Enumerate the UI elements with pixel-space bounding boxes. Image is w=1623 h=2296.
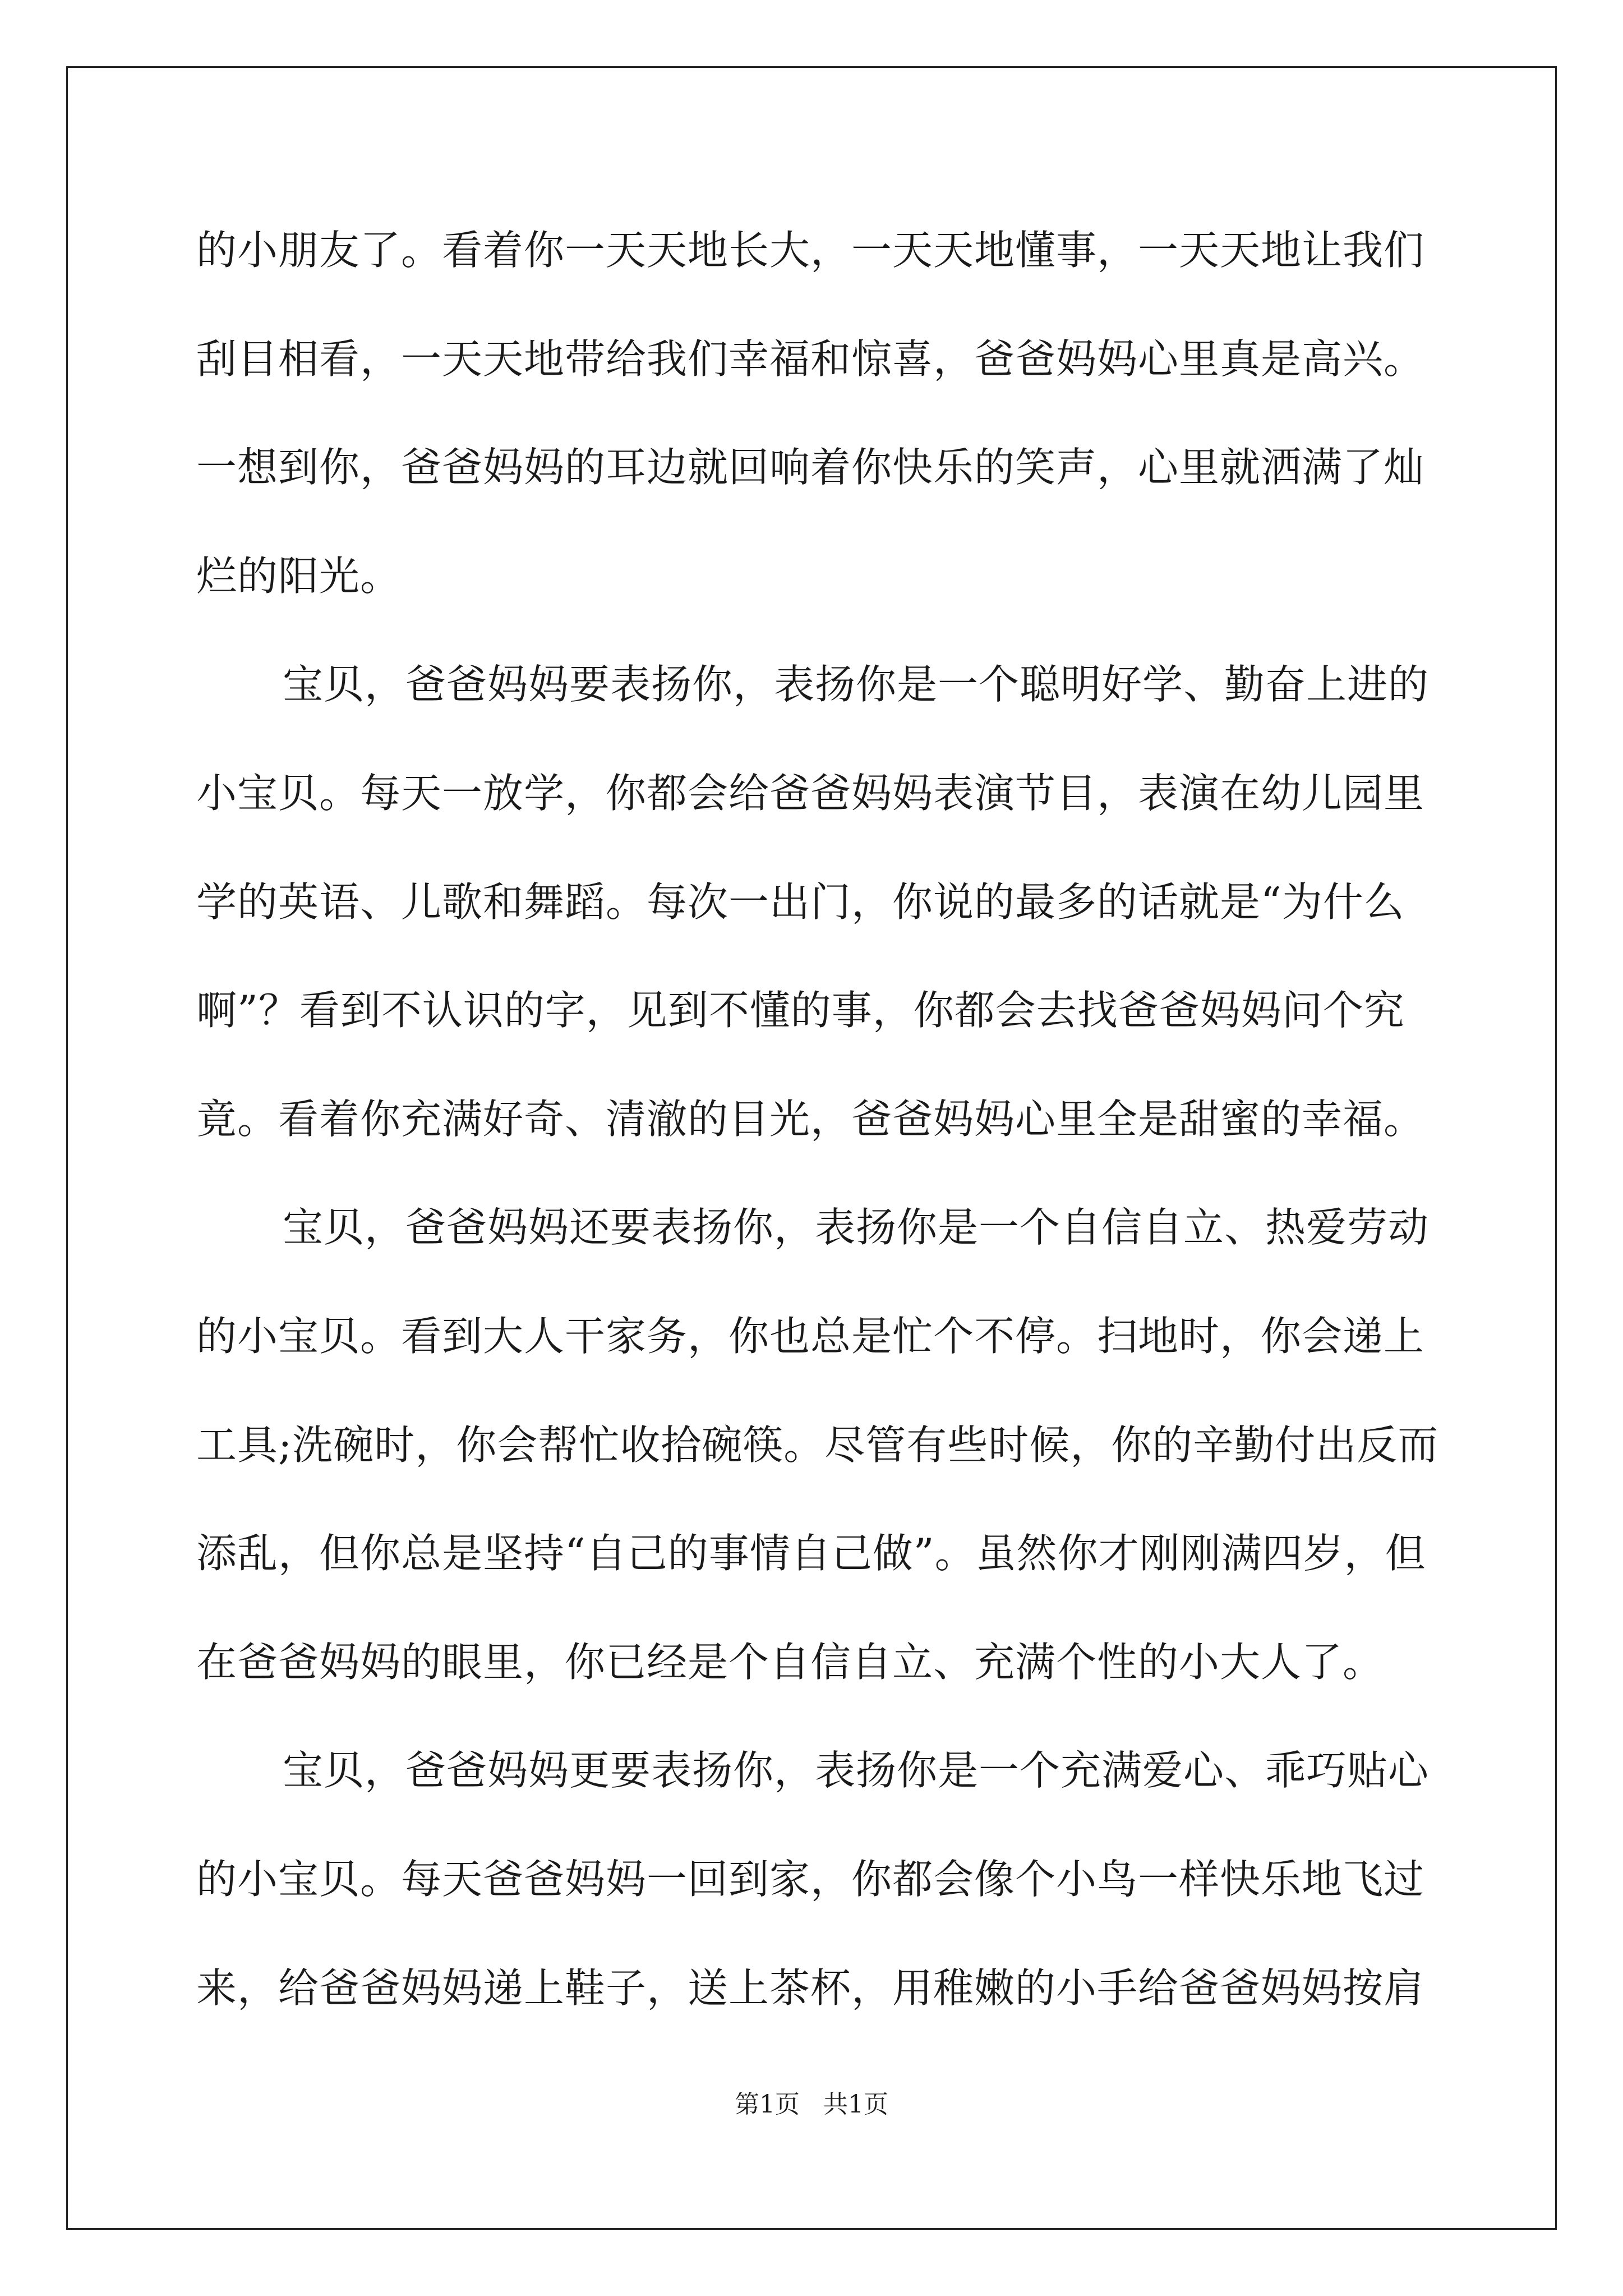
text-line: 小宝贝。每天一放学，你都会给爸爸妈妈表演节目，表演在幼儿园里 bbox=[196, 770, 1425, 817]
text-line: 一想到你，爸爸妈妈的耳边就回响着你快乐的笑声，心里就洒满了灿 bbox=[196, 444, 1425, 491]
page-footer: 第1页 共1页 bbox=[735, 2090, 888, 2119]
text-line: 竟。看着你充满好奇、清澈的目光，爸爸妈妈心里全是甜蜜的幸福。 bbox=[196, 1095, 1425, 1143]
text-line: 啊”？看到不认识的字，见到不懂的事，你都会去找爸爸妈妈问个究 bbox=[196, 987, 1405, 1034]
text-line: 的小宝贝。看到大人干家务，你也总是忙个不停。扫地时，你会递上 bbox=[196, 1313, 1425, 1360]
text-line: 添乱，但你总是坚持“自己的事情自己做”。虽然你才刚刚满四岁，但 bbox=[196, 1530, 1426, 1577]
paragraph-first-line: 宝贝，爸爸妈妈更要表扬你，表扬你是一个充满爱心、乖巧贴心 bbox=[283, 1747, 1430, 1795]
text-line: 工具;洗碗时，你会帮忙收拾碗筷。尽管有些时候，你的辛勤付出反而 bbox=[196, 1421, 1439, 1469]
text-line: 学的英语、儿歌和舞蹈。每次一出门，你说的最多的话就是“为什么 bbox=[196, 878, 1405, 926]
text-line: 的小朋友了。看着你一天天地长大，一天天地懂事，一天天地让我们 bbox=[196, 227, 1425, 274]
paragraph-first-line: 宝贝，爸爸妈妈还要表扬你，表扬你是一个自信自立、热爱劳动 bbox=[283, 1204, 1430, 1251]
text-line: 在爸爸妈妈的眼里，你已经是个自信自立、充满个性的小大人了。 bbox=[196, 1638, 1384, 1686]
text-line: 刮目相看，一天天地带给我们幸福和惊喜，爸爸妈妈心里真是高兴。 bbox=[196, 335, 1425, 383]
text-line: 的小宝贝。每天爸爸妈妈一回到家，你都会像个小鸟一样快乐地飞过 bbox=[196, 1856, 1425, 1903]
text-line: 来，给爸爸妈妈递上鞋子，送上茶杯，用稚嫩的小手给爸爸妈妈按肩 bbox=[196, 1964, 1425, 2012]
paragraph-first-line: 宝贝，爸爸妈妈要表扬你，表扬你是一个聪明好学、勤奋上进的 bbox=[283, 661, 1430, 708]
text-line: 烂的阳光。 bbox=[196, 552, 402, 600]
